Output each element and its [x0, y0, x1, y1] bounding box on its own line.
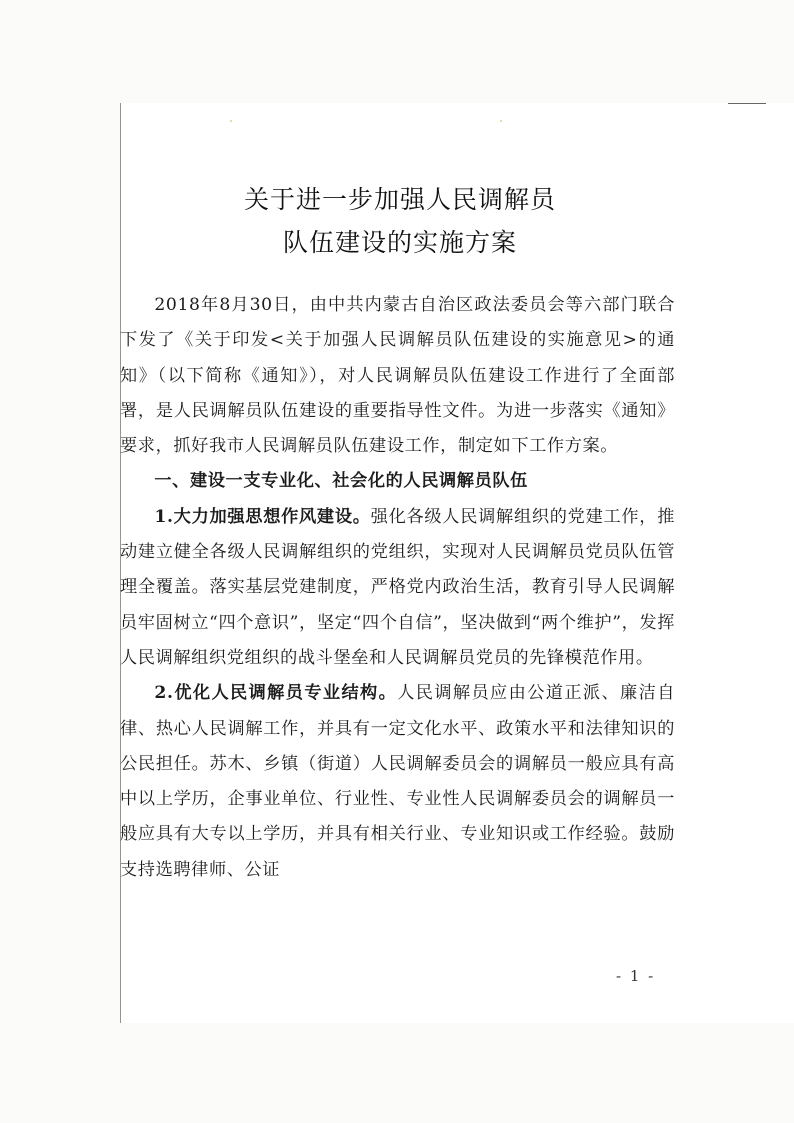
item-2-paragraph	[120, 676, 675, 888]
item-2-text: 人民调解员应由公道正派、廉洁自律、热心人民调解工作，并具有一定文化水平、政策水平和法律知识的公民担任。苏木、乡镇（街道）人民调解委员会的调解员一般应具有高中以上学历，企事业单位、行业性、专业性人民调解委员会的调解员一般应具有大专以上学历，并具有相关行业、专业知识或工作经验。鼓励支持选聘律师、公证	[120, 683, 675, 880]
document-title-line2: 队伍建设的实施方案	[282, 228, 517, 257]
item-2-lead: 2.优化人民调解员专业结构。	[154, 683, 398, 704]
document-text	[120, 288, 675, 888]
page-number: - 1 -	[616, 967, 656, 985]
document-title-line1: 关于进一步加强人民调解员	[243, 185, 556, 214]
section-heading: 一、建设一支专业化、社会化的人民调解员队伍	[154, 471, 528, 492]
scan-speck	[500, 120, 502, 122]
scan-speck	[230, 120, 232, 122]
item-1-paragraph	[120, 500, 675, 676]
sheet-top-edge	[728, 103, 766, 104]
item-1-lead: 1.大力加强思想作风建设。	[154, 506, 371, 527]
item-1-text: 强化各级人民调解组织的党建工作，推动建立健全各级人民调解组织的党组织，实现对人民调解员党员队伍管理全覆盖。落实基层党建制度，严格党内政治生活，教育引导人民调解员牢固树立“四个意识”，坚定“四个自信”，坚决做到“两个维护”，发挥人民调解组织党组织的战斗堡垒和人民调解员党员的先锋模范作用。	[120, 506, 676, 668]
intro-paragraph: 2018年8月30日，由中共内蒙古自治区政法委员会等六部门联合下发了《关于印发<关于加强人民调解员队伍建设的实施意见>的通知》（以下简称《通知》），对人民调解员队伍建设工作进行了全面部署，是人民调解员队伍建设的重要指导性文件。为进一步落实《通知》要求，抓好我市人民调解员队伍建设工作，制定如下工作方案。	[120, 295, 675, 457]
